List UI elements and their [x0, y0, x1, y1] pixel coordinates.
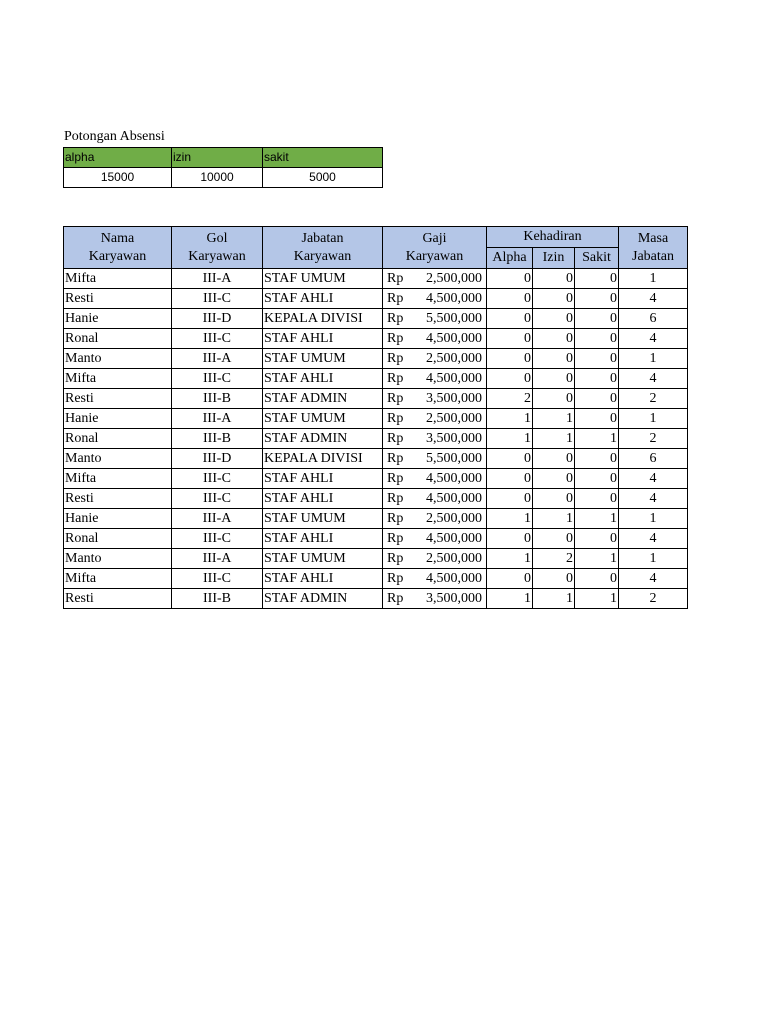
- table-row: [64, 389, 688, 409]
- cell-masa[interactable]: 1: [619, 269, 688, 289]
- cell-jabatan[interactable]: STAF AHLI: [263, 529, 383, 549]
- cell-izin[interactable]: 0: [533, 309, 575, 329]
- cell-gol[interactable]: III-C: [172, 529, 263, 549]
- cell-sakit[interactable]: 0: [575, 269, 619, 289]
- cell-gol[interactable]: III-D: [172, 449, 263, 469]
- currency-label: Rp: [387, 551, 404, 566]
- cell-alpha[interactable]: 0: [487, 489, 533, 509]
- gaji-amount: 4,500,000: [426, 331, 482, 346]
- cell-nama[interactable]: Mifta: [64, 269, 172, 289]
- cell-gaji[interactable]: [383, 389, 487, 409]
- cell-jabatan[interactable]: STAF AHLI: [263, 469, 383, 489]
- cell-gaji[interactable]: [383, 289, 487, 309]
- currency-label: Rp: [387, 351, 404, 366]
- gaji-amount: 4,500,000: [426, 371, 482, 386]
- cell-nama[interactable]: Manto: [64, 449, 172, 469]
- table-row: [64, 309, 688, 329]
- cell-nama[interactable]: Ronal: [64, 429, 172, 449]
- cell-izin[interactable]: 0: [533, 489, 575, 509]
- cell-izin[interactable]: 0: [533, 369, 575, 389]
- cell-izin[interactable]: 0: [533, 529, 575, 549]
- gaji-amount: 4,500,000: [426, 291, 482, 306]
- table-row: [64, 569, 688, 589]
- gaji-value: [383, 589, 486, 608]
- gaji-amount: 4,500,000: [426, 471, 482, 486]
- potongan-value-row: [64, 168, 383, 188]
- potongan-value-izin[interactable]: 10000: [172, 168, 263, 188]
- cell-alpha[interactable]: 1: [487, 589, 533, 609]
- cell-alpha[interactable]: 1: [487, 509, 533, 529]
- cell-sakit[interactable]: 0: [575, 469, 619, 489]
- cell-nama[interactable]: Resti: [64, 589, 172, 609]
- cell-alpha[interactable]: 1: [487, 429, 533, 449]
- cell-gaji[interactable]: [383, 489, 487, 509]
- currency-label: Rp: [387, 531, 404, 546]
- gaji-value: [383, 529, 486, 548]
- cell-izin[interactable]: 1: [533, 589, 575, 609]
- cell-masa[interactable]: 2: [619, 589, 688, 609]
- table-row: [64, 469, 688, 489]
- cell-izin[interactable]: 0: [533, 289, 575, 309]
- cell-jabatan[interactable]: STAF UMUM: [263, 409, 383, 429]
- cell-izin[interactable]: 0: [533, 349, 575, 369]
- table-row: [64, 349, 688, 369]
- potongan-value-sakit[interactable]: 5000: [263, 168, 383, 188]
- cell-gaji[interactable]: [383, 369, 487, 389]
- cell-gol[interactable]: III-A: [172, 349, 263, 369]
- cell-masa[interactable]: 4: [619, 329, 688, 349]
- cell-izin[interactable]: 0: [533, 569, 575, 589]
- cell-gol[interactable]: III-A: [172, 509, 263, 529]
- cell-masa[interactable]: 4: [619, 289, 688, 309]
- table-row: [64, 589, 688, 609]
- cell-gaji[interactable]: [383, 309, 487, 329]
- cell-jabatan[interactable]: STAF UMUM: [263, 509, 383, 529]
- gaji-value: [383, 569, 486, 588]
- gaji-value: [383, 509, 486, 528]
- cell-sakit[interactable]: 1: [575, 549, 619, 569]
- header-alpha[interactable]: Alpha: [487, 248, 533, 269]
- gaji-value: [383, 429, 486, 448]
- cell-gaji[interactable]: [383, 509, 487, 529]
- cell-nama[interactable]: Resti: [64, 489, 172, 509]
- cell-sakit[interactable]: 0: [575, 329, 619, 349]
- cell-gaji[interactable]: [383, 269, 487, 289]
- cell-alpha[interactable]: 0: [487, 369, 533, 389]
- header-gaji[interactable]: Gaji Karyawan: [383, 227, 487, 269]
- table-row: [64, 289, 688, 309]
- cell-gol[interactable]: III-B: [172, 429, 263, 449]
- cell-masa[interactable]: 4: [619, 569, 688, 589]
- cell-jabatan[interactable]: STAF AHLI: [263, 569, 383, 589]
- cell-alpha[interactable]: 0: [487, 569, 533, 589]
- cell-izin[interactable]: 0: [533, 269, 575, 289]
- cell-jabatan[interactable]: STAF ADMIN: [263, 429, 383, 449]
- gaji-amount: 3,500,000: [426, 391, 482, 406]
- cell-izin[interactable]: 1: [533, 409, 575, 429]
- cell-jabatan[interactable]: STAF UMUM: [263, 269, 383, 289]
- cell-nama[interactable]: Hanie: [64, 309, 172, 329]
- table-header-row: [64, 227, 688, 248]
- potongan-header-alpha[interactable]: alpha: [64, 148, 172, 168]
- currency-label: Rp: [387, 431, 404, 446]
- cell-masa[interactable]: 6: [619, 309, 688, 329]
- cell-jabatan[interactable]: STAF UMUM: [263, 549, 383, 569]
- cell-masa[interactable]: 1: [619, 409, 688, 429]
- cell-alpha[interactable]: 0: [487, 269, 533, 289]
- cell-jabatan[interactable]: KEPALA DIVISI: [263, 449, 383, 469]
- cell-gaji[interactable]: [383, 529, 487, 549]
- cell-nama[interactable]: Manto: [64, 349, 172, 369]
- cell-gaji[interactable]: [383, 469, 487, 489]
- gaji-value: [383, 449, 486, 468]
- cell-masa[interactable]: 6: [619, 449, 688, 469]
- gaji-value: [383, 549, 486, 568]
- currency-label: Rp: [387, 511, 404, 526]
- cell-nama[interactable]: Resti: [64, 289, 172, 309]
- cell-jabatan[interactable]: STAF AHLI: [263, 329, 383, 349]
- cell-alpha[interactable]: 2: [487, 389, 533, 409]
- cell-nama[interactable]: Ronal: [64, 529, 172, 549]
- table-body: [64, 269, 688, 609]
- gaji-amount: 5,500,000: [426, 451, 482, 466]
- cell-izin[interactable]: 0: [533, 449, 575, 469]
- cell-jabatan[interactable]: STAF UMUM: [263, 349, 383, 369]
- cell-gol[interactable]: III-B: [172, 589, 263, 609]
- cell-gol[interactable]: III-D: [172, 309, 263, 329]
- cell-jabatan[interactable]: STAF ADMIN: [263, 589, 383, 609]
- header-nama[interactable]: Nama Karyawan: [64, 227, 172, 269]
- cell-gol[interactable]: III-C: [172, 289, 263, 309]
- currency-label: Rp: [387, 451, 404, 466]
- cell-gol[interactable]: III-C: [172, 489, 263, 509]
- cell-alpha[interactable]: 0: [487, 469, 533, 489]
- cell-alpha[interactable]: 0: [487, 329, 533, 349]
- cell-masa[interactable]: 2: [619, 429, 688, 449]
- gaji-value: [383, 489, 486, 508]
- cell-nama[interactable]: Manto: [64, 549, 172, 569]
- gaji-amount: 2,500,000: [426, 411, 482, 426]
- cell-gaji[interactable]: [383, 429, 487, 449]
- currency-label: Rp: [387, 491, 404, 506]
- gaji-amount: 2,500,000: [426, 551, 482, 566]
- cell-gol[interactable]: III-B: [172, 389, 263, 409]
- cell-gaji[interactable]: [383, 329, 487, 349]
- cell-masa[interactable]: 4: [619, 369, 688, 389]
- cell-jabatan[interactable]: STAF AHLI: [263, 369, 383, 389]
- cell-nama[interactable]: Hanie: [64, 509, 172, 529]
- cell-sakit[interactable]: 0: [575, 569, 619, 589]
- cell-alpha[interactable]: 1: [487, 409, 533, 429]
- cell-izin[interactable]: 0: [533, 469, 575, 489]
- cell-gol[interactable]: III-C: [172, 569, 263, 589]
- table-row: [64, 549, 688, 569]
- cell-masa[interactable]: 1: [619, 509, 688, 529]
- cell-nama[interactable]: Hanie: [64, 409, 172, 429]
- cell-jabatan[interactable]: STAF ADMIN: [263, 389, 383, 409]
- potongan-table: [63, 147, 383, 188]
- gaji-amount: 4,500,000: [426, 531, 482, 546]
- gaji-amount: 2,500,000: [426, 511, 482, 526]
- cell-sakit[interactable]: 0: [575, 529, 619, 549]
- gaji-amount: 2,500,000: [426, 351, 482, 366]
- table-row: [64, 329, 688, 349]
- cell-gaji[interactable]: [383, 569, 487, 589]
- cell-gaji[interactable]: [383, 409, 487, 429]
- gaji-value: [383, 289, 486, 308]
- table-row: [64, 449, 688, 469]
- cell-sakit[interactable]: 0: [575, 369, 619, 389]
- cell-sakit[interactable]: 1: [575, 509, 619, 529]
- currency-label: Rp: [387, 591, 404, 606]
- cell-nama[interactable]: Mifta: [64, 569, 172, 589]
- cell-sakit[interactable]: 0: [575, 389, 619, 409]
- potongan-value-alpha[interactable]: 15000: [64, 168, 172, 188]
- cell-alpha[interactable]: 0: [487, 349, 533, 369]
- cell-izin[interactable]: 0: [533, 389, 575, 409]
- gaji-value: [383, 309, 486, 328]
- cell-sakit[interactable]: 1: [575, 429, 619, 449]
- header-gol[interactable]: Gol Karyawan: [172, 227, 263, 269]
- potongan-title: Potongan Absensi: [64, 129, 165, 144]
- cell-gol[interactable]: III-A: [172, 549, 263, 569]
- cell-jabatan[interactable]: KEPALA DIVISI: [263, 309, 383, 329]
- gaji-value: [383, 349, 486, 368]
- cell-sakit[interactable]: 0: [575, 449, 619, 469]
- cell-masa[interactable]: 4: [619, 489, 688, 509]
- cell-sakit[interactable]: 0: [575, 349, 619, 369]
- cell-masa[interactable]: 2: [619, 389, 688, 409]
- header-izin[interactable]: Izin: [533, 248, 575, 269]
- cell-izin[interactable]: 0: [533, 329, 575, 349]
- gaji-value: [383, 389, 486, 408]
- currency-label: Rp: [387, 271, 404, 286]
- cell-sakit[interactable]: 0: [575, 409, 619, 429]
- table-row: [64, 269, 688, 289]
- potongan-header-sakit[interactable]: sakit: [263, 148, 383, 168]
- cell-izin[interactable]: 1: [533, 429, 575, 449]
- currency-label: Rp: [387, 311, 404, 326]
- gaji-amount: 4,500,000: [426, 491, 482, 506]
- gaji-value: [383, 469, 486, 488]
- header-kehadiran[interactable]: Kehadiran: [487, 227, 619, 248]
- cell-alpha[interactable]: 0: [487, 289, 533, 309]
- cell-sakit[interactable]: 0: [575, 309, 619, 329]
- currency-label: Rp: [387, 411, 404, 426]
- cell-gaji[interactable]: [383, 549, 487, 569]
- cell-nama[interactable]: Mifta: [64, 469, 172, 489]
- potongan-header-row: [64, 148, 383, 168]
- cell-masa[interactable]: 1: [619, 349, 688, 369]
- table-row: [64, 489, 688, 509]
- table-row: [64, 429, 688, 449]
- cell-gol[interactable]: III-A: [172, 269, 263, 289]
- attendance-table: [63, 226, 688, 609]
- cell-sakit[interactable]: 1: [575, 589, 619, 609]
- gaji-amount: 5,500,000: [426, 311, 482, 326]
- cell-alpha[interactable]: 0: [487, 449, 533, 469]
- cell-izin[interactable]: 1: [533, 509, 575, 529]
- currency-label: Rp: [387, 331, 404, 346]
- cell-gaji[interactable]: [383, 589, 487, 609]
- cell-izin[interactable]: 2: [533, 549, 575, 569]
- gaji-amount: 3,500,000: [426, 591, 482, 606]
- gaji-value: [383, 329, 486, 348]
- cell-gol[interactable]: III-A: [172, 409, 263, 429]
- gaji-amount: 2,500,000: [426, 271, 482, 286]
- cell-nama[interactable]: Mifta: [64, 369, 172, 389]
- cell-nama[interactable]: Ronal: [64, 329, 172, 349]
- header-masa[interactable]: Masa Jabatan: [619, 227, 688, 269]
- currency-label: Rp: [387, 471, 404, 486]
- cell-alpha[interactable]: 1: [487, 549, 533, 569]
- cell-gaji[interactable]: [383, 449, 487, 469]
- header-jabatan[interactable]: Jabatan Karyawan: [263, 227, 383, 269]
- cell-gol[interactable]: III-C: [172, 329, 263, 349]
- potongan-header-izin[interactable]: izin: [172, 148, 263, 168]
- header-sakit[interactable]: Sakit: [575, 248, 619, 269]
- cell-sakit[interactable]: 0: [575, 489, 619, 509]
- gaji-value: [383, 269, 486, 288]
- cell-masa[interactable]: 1: [619, 549, 688, 569]
- cell-sakit[interactable]: 0: [575, 289, 619, 309]
- table-row: [64, 369, 688, 389]
- gaji-amount: 4,500,000: [426, 571, 482, 586]
- cell-alpha[interactable]: 0: [487, 309, 533, 329]
- gaji-value: [383, 409, 486, 428]
- cell-jabatan[interactable]: STAF AHLI: [263, 489, 383, 509]
- currency-label: Rp: [387, 291, 404, 306]
- table-row: [64, 409, 688, 429]
- gaji-value: [383, 369, 486, 388]
- table-row: [64, 529, 688, 549]
- cell-gol[interactable]: III-C: [172, 469, 263, 489]
- currency-label: Rp: [387, 391, 404, 406]
- cell-jabatan[interactable]: STAF AHLI: [263, 289, 383, 309]
- gaji-amount: 3,500,000: [426, 431, 482, 446]
- cell-alpha[interactable]: 0: [487, 529, 533, 549]
- cell-nama[interactable]: Resti: [64, 389, 172, 409]
- currency-label: Rp: [387, 571, 404, 586]
- cell-gaji[interactable]: [383, 349, 487, 369]
- table-row: [64, 509, 688, 529]
- cell-masa[interactable]: 4: [619, 469, 688, 489]
- cell-masa[interactable]: 4: [619, 529, 688, 549]
- currency-label: Rp: [387, 371, 404, 386]
- cell-gol[interactable]: III-C: [172, 369, 263, 389]
